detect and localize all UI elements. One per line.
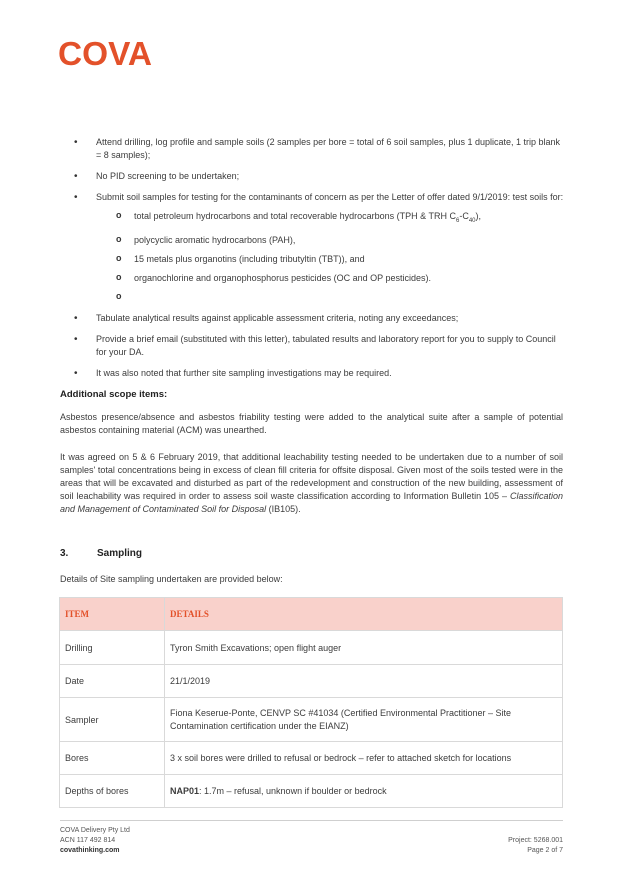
bullet-item: • Provide a brief email (substituted with this letter), tabulated results and laboratory report for you to supply to Council for your DA.: [60, 333, 565, 359]
bullet-item: [60, 191, 565, 304]
bullet-item: • Tabulate analytical results against applicable assessment criteria, noting any exceedances;: [60, 312, 565, 325]
row-details: Tyron Smith Excavations; open flight auger: [165, 631, 563, 665]
header-item: ITEM: [60, 598, 165, 631]
additional-scope-paragraph-2: It was agreed on 5 & 6 February 2019, that additional leachability testing needed to be undertaken due to a number of soil samples' total concentrations being in excess of clean fill criteria for offsite disposal. Given most of the soils tested were in the areas that will be excavated and disturbed as part of the redevelopment and construction of the new building, assessment of soil leachability was required in order to assess soil waste classification according to Information Bulletin 105 – Classification and Management of Contaminated Soil for Disposal (IB105).: [60, 452, 563, 514]
sub-bullet-item: o 15 metals plus organotins (including tributyltin (TBT)), and: [96, 253, 565, 266]
row-item: Drilling: [60, 631, 165, 665]
additional-scope-paragraph-1: Asbestos presence/absence and asbestos friability testing were added to the analytical suite after a sample of potential asbestos containing material (ACM) was unearthed.: [60, 412, 563, 435]
contaminant-sub-list: [96, 210, 565, 304]
section-number: 3.: [60, 548, 69, 559]
row-item: Sampler: [60, 698, 165, 742]
sub-bullet-empty: [96, 291, 565, 304]
row-details: 3 x soil bores were drilled to refusal or bedrock – refer to attached sketch for locations: [165, 742, 563, 775]
section-title: Sampling: [97, 548, 143, 559]
scope-bullet-list: [60, 136, 565, 388]
footer-website-link[interactable]: covathinking.com: [60, 847, 120, 854]
row-item: Date: [60, 665, 165, 698]
bullet-item: • No PID screening to be undertaken;: [60, 170, 565, 183]
section-intro: Details of Site sampling undertaken are provided below:: [60, 574, 283, 584]
cova-logo: [58, 38, 152, 68]
bullet-text: Submit soil samples for testing for the contaminants of concern as per the Letter of offer dated 9/1/2019: test soils for:: [96, 192, 564, 202]
row-details: 21/1/2019: [165, 665, 563, 698]
table-header-row: [60, 598, 563, 631]
bullet-item: • It was also noted that further site sampling investigations may be required.: [60, 367, 565, 380]
table-row: [60, 631, 563, 665]
footer-page-number: Page 2 of 7: [527, 847, 563, 854]
footer-page-block: [508, 836, 563, 856]
table-row: [60, 775, 563, 808]
footer-project: Project: 5268.001: [508, 837, 563, 844]
sub-bullet-item: o polycyclic aromatic hydrocarbons (PAH),: [96, 234, 565, 247]
sub-bullet-item: o organochlorine and organophosphorus pesticides (OC and OP pesticides).: [96, 272, 565, 285]
svg-text:COVA: COVA: [58, 38, 152, 68]
table-row: [60, 698, 563, 742]
row-details: Fiona Keserue-Ponte, CENVP SC #41034 (Certified Environmental Practitioner – Site Contamination certification under the EIANZ): [165, 698, 563, 742]
row-item: Bores: [60, 742, 165, 775]
bullet-item: • Attend drilling, log profile and sample soils (2 samples per bore = total of 6 soil samples, plus 1 duplicate, 1 trip blank = 8 samples);: [60, 136, 565, 162]
additional-scope-heading: Additional scope items:: [60, 389, 168, 400]
table-row: [60, 665, 563, 698]
header-details: DETAILS: [165, 598, 563, 631]
footer-divider: [60, 820, 563, 821]
table-row: [60, 742, 563, 775]
sub-bullet-item: o total petroleum hydrocarbons and total recoverable hydrocarbons (TPH & TRH $C_6-C_{40}$),: [96, 210, 565, 228]
footer-acn: ACN 117 492 814: [60, 837, 116, 844]
sampling-details-table: [59, 597, 563, 808]
row-item: Depths of bores: [60, 775, 165, 808]
section-heading: [60, 548, 142, 559]
row-details: NAP01: 1.7m – refusal, unknown if boulder or bedrock: [165, 775, 563, 808]
footer-company-block: [60, 826, 130, 856]
footer-company: COVA Delivery Pty Ltd: [60, 827, 130, 834]
